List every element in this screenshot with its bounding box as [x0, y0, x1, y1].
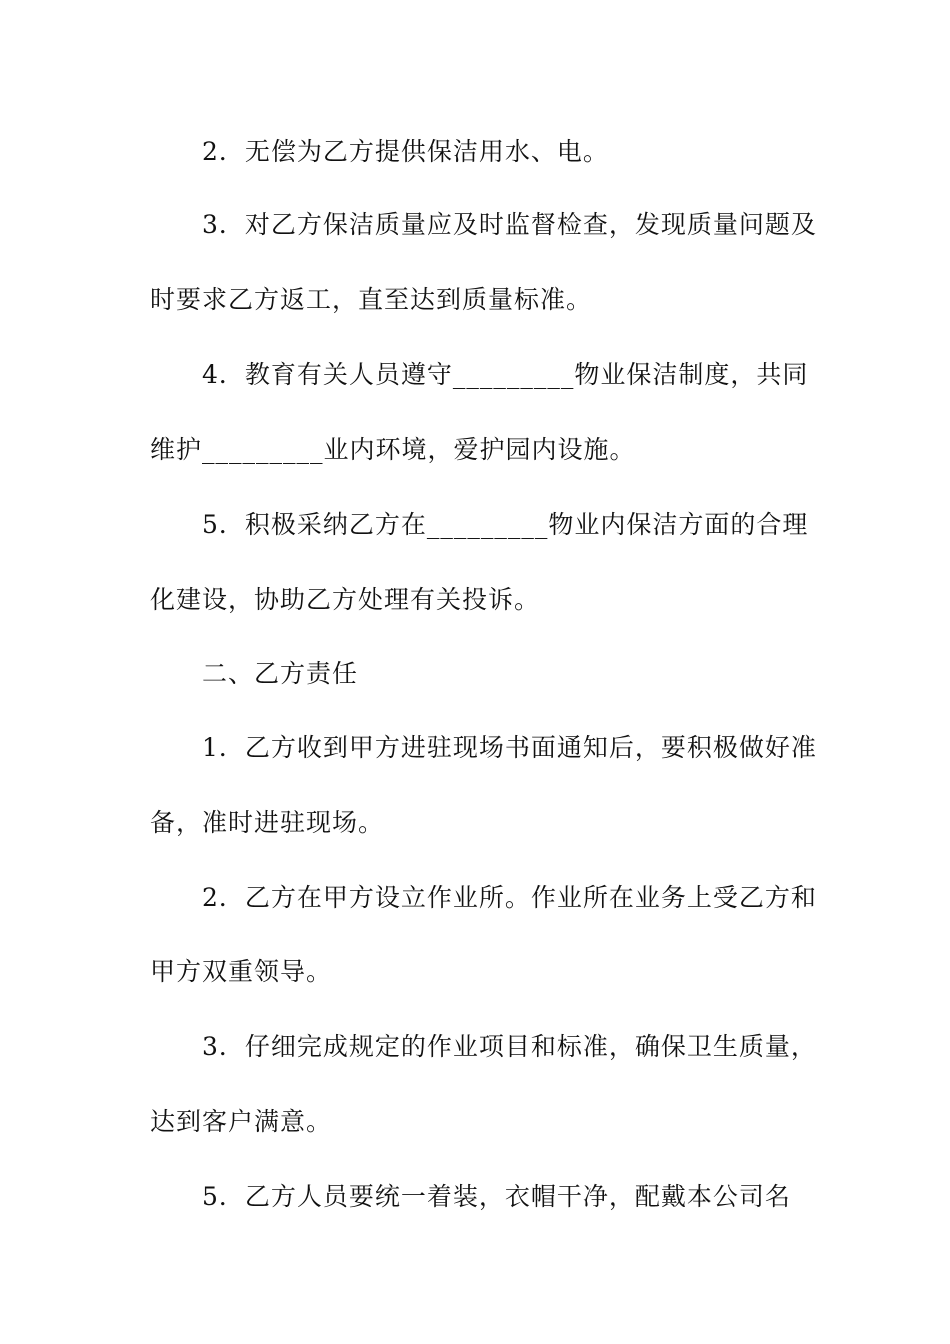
paragraph-line: 4．教育有关人员遵守_________物业保洁制度，共同	[202, 360, 809, 389]
paragraph-line: 3．仔细完成规定的作业项目和标准，确保卫生质量，	[202, 1032, 817, 1061]
paragraph-line: 3．对乙方保洁质量应及时监督检查，发现质量问题及	[202, 210, 817, 239]
paragraph-line: 备，准时进驻现场。	[150, 808, 385, 837]
section-heading: 二、乙方责任	[202, 659, 359, 688]
paragraph-line: 5．积极采纳乙方在_________物业内保洁方面的合理	[202, 510, 809, 539]
paragraph-line: 维护_________业内环境，爱护园内设施。	[150, 435, 636, 464]
paragraph-line: 2．乙方在甲方设立作业所。作业所在业务上受乙方和	[202, 883, 817, 912]
paragraph-line: 化建设，协助乙方处理有关投诉。	[150, 585, 541, 614]
paragraph-line: 时要求乙方返工，直至达到质量标准。	[150, 285, 593, 314]
paragraph-line: 2．无偿为乙方提供保洁用水、电。	[202, 137, 609, 166]
paragraph-line: 甲方双重领导。	[150, 957, 333, 986]
paragraph-line: 1．乙方收到甲方进驻现场书面通知后，要积极做好准	[202, 733, 817, 762]
paragraph-line: 达到客户满意。	[150, 1107, 333, 1136]
paragraph-line: 5．乙方人员要统一着装，衣帽干净，配戴本公司名	[202, 1182, 791, 1211]
